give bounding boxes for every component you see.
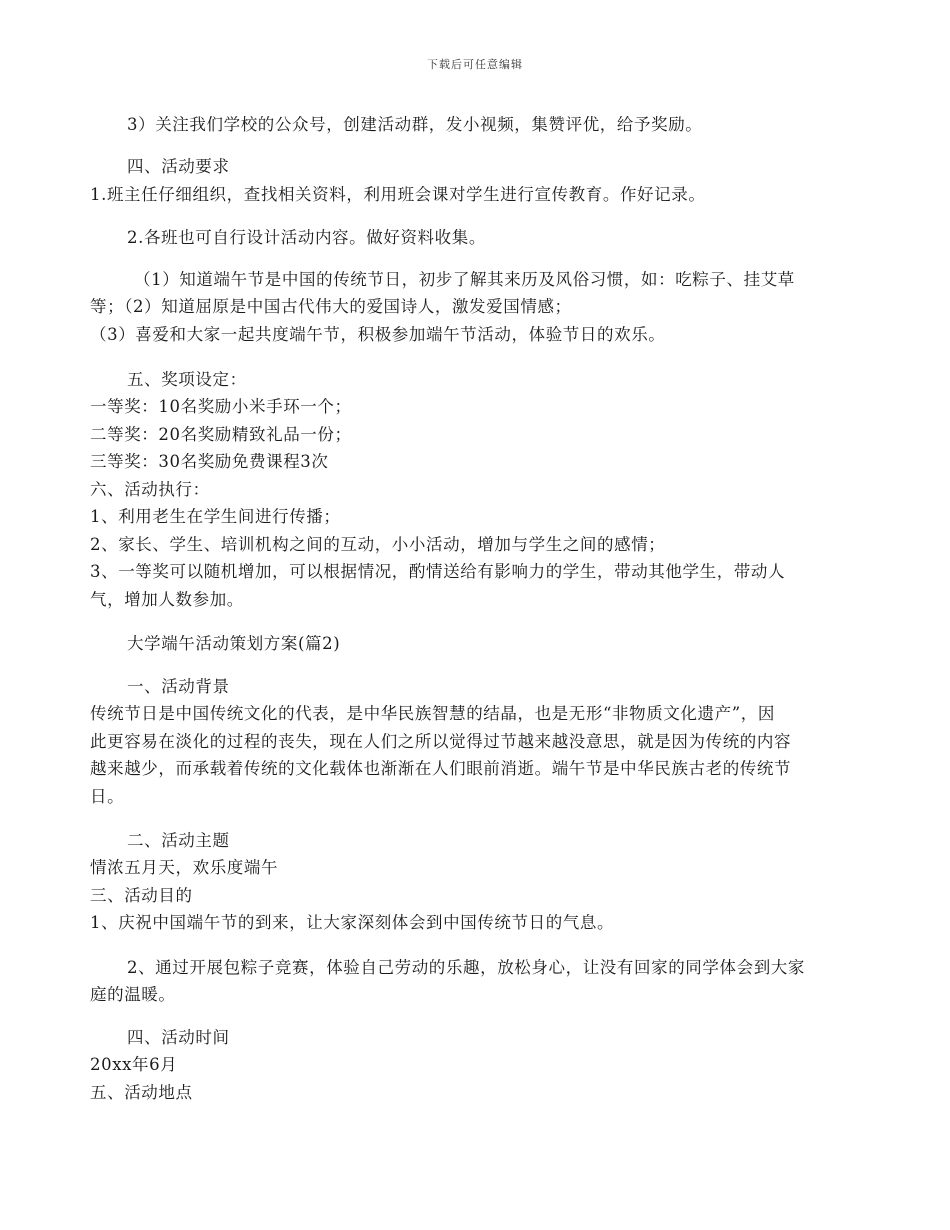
text-line: 气，增加人数参加。 [90, 590, 244, 609]
text-line: 日。 [90, 787, 125, 806]
page-header: 下载后可任意编辑 [427, 58, 523, 71]
text-line: 2、通过开展包粽子竞赛，体验自己劳动的乐趣，放松身心，让没有回家的同学体会到大家 [127, 958, 805, 977]
text-line: 3）关注我们学校的公众号，创建活动群，发小视频，集赞评优，给予奖励。 [127, 115, 703, 134]
section-heading: 五、奖项设定： [127, 370, 247, 389]
section-heading: 二、活动主题 [127, 831, 230, 850]
section-heading: 六、活动执行： [90, 480, 210, 499]
section-heading: 四、活动要求 [127, 157, 230, 176]
section-heading: 五、活动地点 [90, 1083, 193, 1102]
text-line: 二等奖：20名奖励精致礼品一份； [90, 425, 352, 444]
text-line: 庭的温暖。 [90, 985, 176, 1004]
text-line: 此更容易在淡化的过程的丧失，现在人们之所以觉得过节越来越没意思，就是因为传统的内容 [90, 732, 792, 751]
text-line: 20xx年6月 [90, 1055, 178, 1074]
text-line: 传统节日是中国传统文化的代表，是中华民族智慧的结晶，也是无形“非物质文化遗产”，因 [90, 704, 775, 723]
text-line: （3）喜爱和大家一起共度端午节，积极参加端午节活动，体验节日的欢乐。 [90, 325, 666, 344]
section-heading: 一、活动背景 [127, 677, 230, 696]
document-title: 大学端午活动策划方案(篇2) [127, 634, 341, 653]
text-line: 1.班主任仔细组织，查找相关资料，利用班会课对学生进行宣传教育。作好记录。 [90, 185, 706, 204]
text-line: 2.各班也可自行设计活动内容。做好资料收集。 [127, 228, 486, 247]
text-line: 等；（2）知道屈原是中国古代伟大的爱国诗人，激发爱国情感； [90, 297, 572, 316]
text-line: 越来越少，而承载着传统的文化载体也渐渐在人们眼前消逝。端午节是中华民族古老的传统节 [90, 759, 792, 778]
section-heading: 四、活动时间 [127, 1028, 230, 1047]
text-line: 3、一等奖可以随机增加，可以根据情况，酌情送给有影响力的学生，带动其他学生，带动人 [90, 562, 786, 581]
text-line: （1）知道端午节是中国的传统节日，初步了解其来历及风俗习惯，如：吃粽子、挂艾草 [134, 270, 795, 289]
text-line: 1、利用老生在学生间进行传播； [90, 507, 341, 526]
text-line: 情浓五月天，欢乐度端午 [90, 858, 279, 877]
section-heading: 三、活动目的 [90, 886, 193, 905]
text-line: 2、家长、学生、培训机构之间的互动，小小活动，增加与学生之间的感情； [90, 535, 666, 554]
text-line: 三等奖：30名奖励免费课程3次 [90, 452, 329, 471]
text-line: 一等奖：10名奖励小米手环一个； [90, 397, 352, 416]
text-line: 1、庆祝中国端午节的到来，让大家深刻体会到中国传统节日的气息。 [90, 913, 615, 932]
